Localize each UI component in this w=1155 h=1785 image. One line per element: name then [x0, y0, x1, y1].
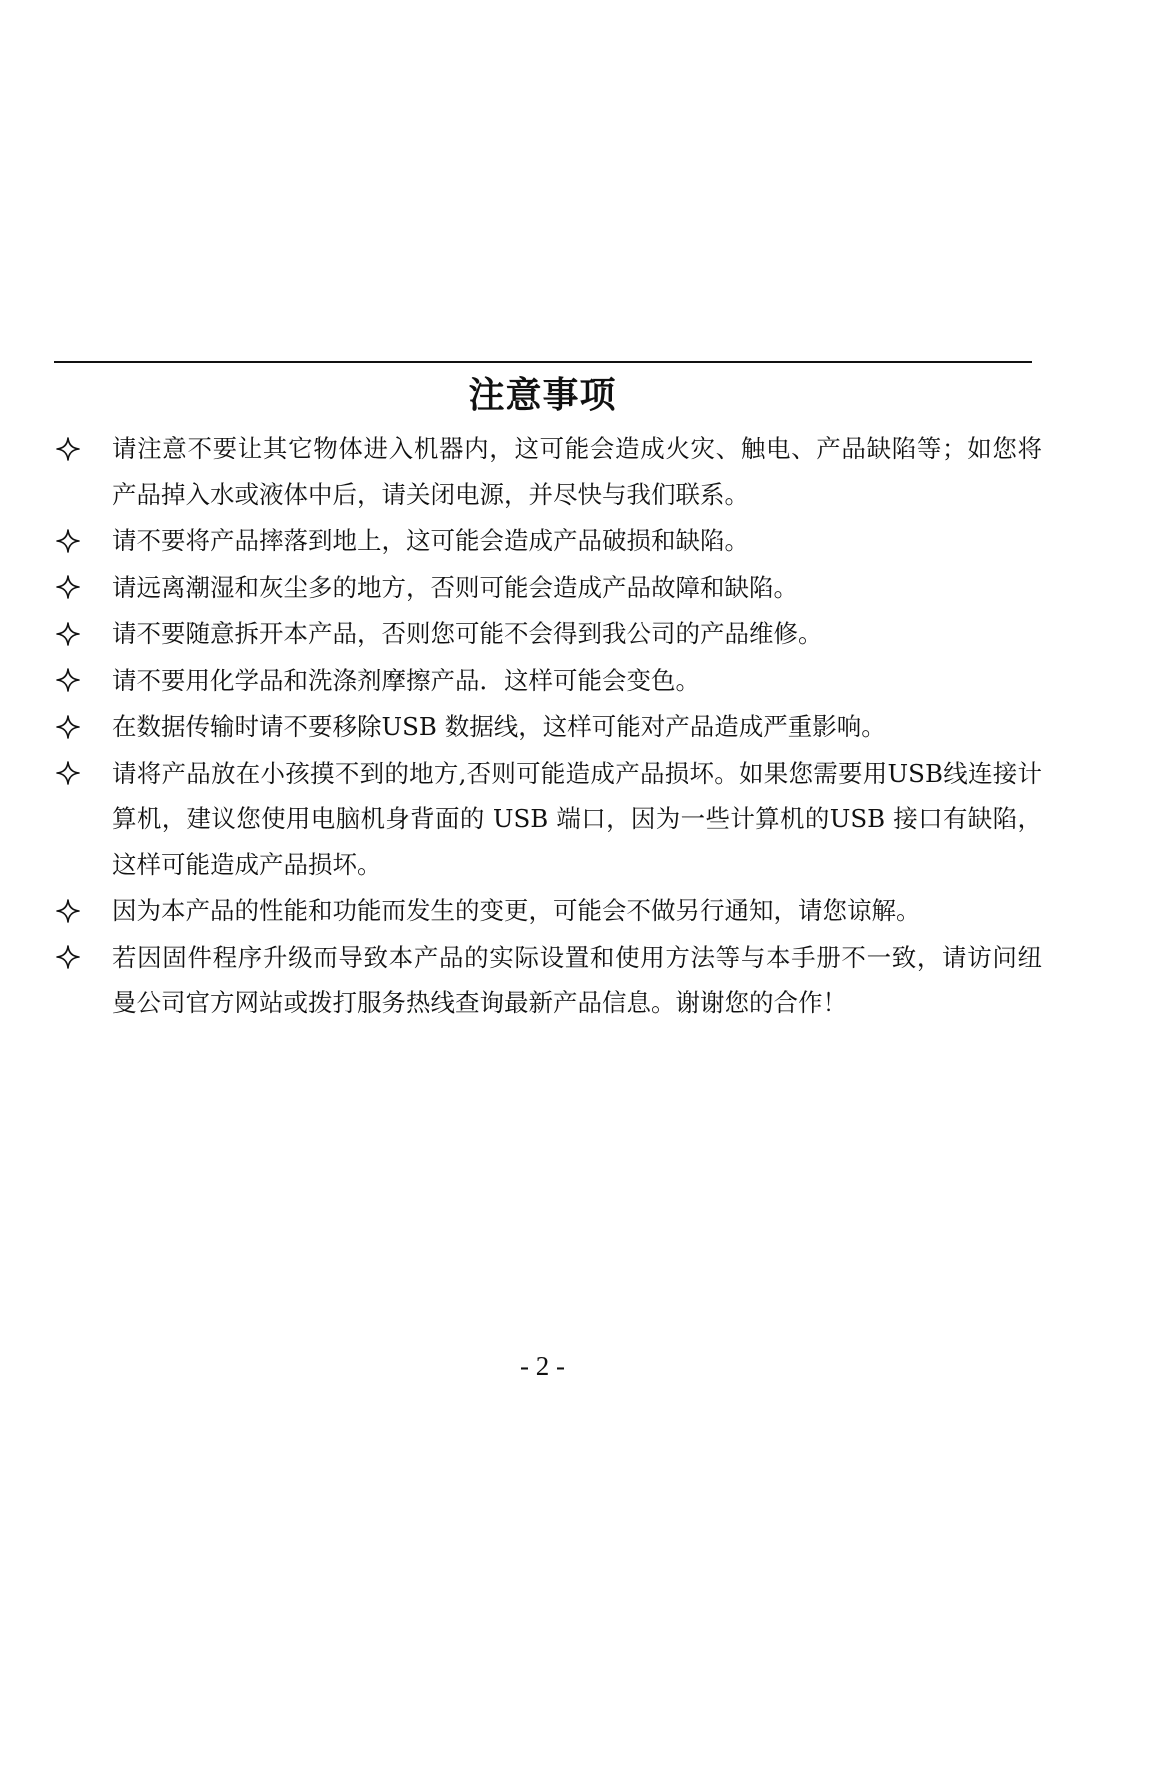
page-title: 注意事项 [468, 374, 617, 416]
note-item [52, 751, 1042, 888]
note-text: 因为本产品的性能和功能而发生的变更，可能会不做另行通知，请您谅解。 [112, 896, 921, 925]
note-item [52, 611, 1042, 657]
note-text: 请不要用化学品和洗涤剂摩擦产品．这样可能会变色。 [112, 665, 700, 695]
note-text: 若因固件程序升级而导致本产品的实际设置和使用方法等与本手册不一致，请访问纽曼公司官方网站或拨打服务热线查询最新产品信息。谢谢您的合作！ [112, 942, 1042, 1017]
note-text: 请将产品放在小孩摸不到的地方,否则可能造成产品损坏。如果您需要用USB线连接计算机，建议您使用电脑机身背面的 USB 端口，因为一些计算机的USB 接口有缺陷，这样可能造成产品损坏。 [112, 758, 1042, 879]
diamond-star-bullet-icon [52, 658, 112, 704]
diamond-star-bullet-icon [52, 518, 112, 564]
diamond-star-bullet-icon [52, 888, 112, 934]
note-item [52, 518, 1042, 564]
note-text: 请不要随意拆开本产品，否则您可能不会得到我公司的产品维修。 [112, 619, 823, 648]
note-text: 请注意不要让其它物体进入机器内，这可能会造成火灾、触电、产品缺陷等；如您将产品掉入水或液体中后，请关闭电源，并尽快与我们联系。 [112, 434, 1042, 509]
note-item [52, 935, 1042, 1026]
note-item [52, 888, 1042, 934]
note-text: 请远离潮湿和灰尘多的地方，否则可能会造成产品故障和缺陷。 [112, 572, 798, 602]
diamond-star-bullet-icon [52, 935, 112, 981]
diamond-star-bullet-icon [52, 565, 112, 611]
header-rule [54, 361, 1032, 363]
notes-list [52, 426, 1042, 1026]
note-text: 在数据传输时请不要移除USB 数据线，这样可能对产品造成严重影响。 [112, 712, 886, 741]
diamond-star-bullet-icon [52, 751, 112, 797]
diamond-star-bullet-icon [52, 704, 112, 750]
page-number: - 2 - [520, 1351, 565, 1381]
note-item [52, 658, 1042, 704]
diamond-star-bullet-icon [52, 611, 112, 657]
diamond-star-bullet-icon [52, 426, 112, 472]
note-item [52, 565, 1042, 611]
note-item [52, 426, 1042, 517]
note-text: 请不要将产品摔落到地上，这可能会造成产品破损和缺陷。 [112, 526, 749, 555]
note-item [52, 704, 1042, 750]
